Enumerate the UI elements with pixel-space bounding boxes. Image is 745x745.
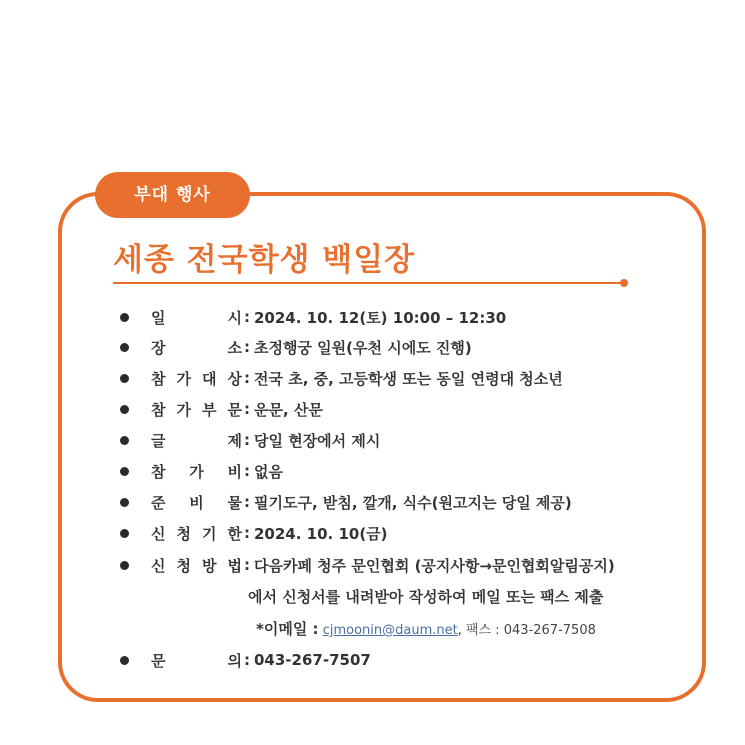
row-label: 글 제 [151, 431, 242, 450]
row-value: 043-267-7507 [254, 651, 371, 669]
row-label: 신 청 방 법 [151, 556, 242, 575]
row-eligibility: 참 가 대 상 : 전국 초, 중, 고등학생 또는 동일 연령대 청소년 [120, 366, 563, 390]
row-categories: 참 가 부 문 : 운문, 산문 [120, 397, 323, 421]
bullet-icon [120, 313, 129, 322]
row-value: 없음 [254, 462, 283, 481]
row-value: 당일 현장에서 제시 [254, 431, 381, 450]
row-value: 2024. 10. 12(토) 10:00 – 12:30 [254, 308, 507, 327]
email-link[interactable]: cjmoonin@daum.net [322, 623, 458, 638]
bullet-icon [120, 405, 129, 414]
bullet-icon [120, 436, 129, 445]
row-application-method: 신 청 방 법 : 다음카페 청주 문인협회 (공지사항→문인협회알림공지) [120, 553, 615, 577]
row-label: 문 의 [151, 651, 242, 670]
page-title: 세종 전국학생 백일장 [113, 242, 416, 278]
fax-label: 팩스 : [465, 623, 500, 638]
row-value: 필기도구, 받침, 깔개, 식수(원고지는 당일 제공) [254, 493, 572, 512]
contact-line [256, 617, 596, 641]
row-label: 참 가 비 [151, 462, 242, 481]
row-label: 장 소 [151, 338, 242, 357]
category-badge: 부대 행사 [95, 172, 250, 218]
row-label: 일 시 [151, 308, 242, 327]
application-method-continuation: 에서 신청서를 내려받아 작성하여 메일 또는 팩스 제출 [248, 588, 604, 606]
row-label: 신 청 기 한 [151, 524, 242, 543]
bullet-icon [120, 656, 129, 665]
row-topic: 글 제 : 당일 현장에서 제시 [120, 428, 380, 452]
row-date: 일 시 : 2024. 10. 12(토) 10:00 – 12:30 [120, 305, 506, 329]
row-value: 초정행궁 일원(우천 시에도 진행) [254, 338, 472, 357]
row-value: 다음카페 청주 문인협회 (공지사항→문인협회알림공지) [254, 556, 615, 575]
contact-separator: , [457, 623, 462, 638]
row-supplies: 준 비 물 : 필기도구, 받침, 깔개, 식수(원고지는 당일 제공) [120, 490, 572, 514]
row-value: 운문, 산문 [254, 400, 323, 419]
bullet-icon [120, 467, 129, 476]
row-venue: 장 소 : 초정행궁 일원(우천 시에도 진행) [120, 335, 472, 359]
bullet-icon [120, 498, 129, 507]
bullet-icon [120, 374, 129, 383]
row-deadline: 신 청 기 한 : 2024. 10. 10(금) [120, 521, 388, 545]
row-label: 참 가 부 문 [151, 400, 242, 419]
row-label: 준 비 물 [151, 493, 242, 512]
bullet-icon [120, 529, 129, 538]
bullet-icon [120, 561, 129, 570]
title-underline [113, 282, 623, 284]
fax-number: 043-267-7508 [503, 623, 596, 638]
bullet-icon [120, 343, 129, 352]
row-fee: 참 가 비 : 없음 [120, 459, 283, 483]
row-value: 전국 초, 중, 고등학생 또는 동일 연령대 청소년 [254, 369, 563, 388]
row-inquiry: 문 의 : 043-267-7507 [120, 648, 371, 672]
row-value: 2024. 10. 10(금) [254, 524, 388, 543]
row-label: 참 가 대 상 [151, 369, 242, 388]
title-underline-dot [620, 279, 628, 287]
email-label: *이메일 : [256, 620, 319, 638]
